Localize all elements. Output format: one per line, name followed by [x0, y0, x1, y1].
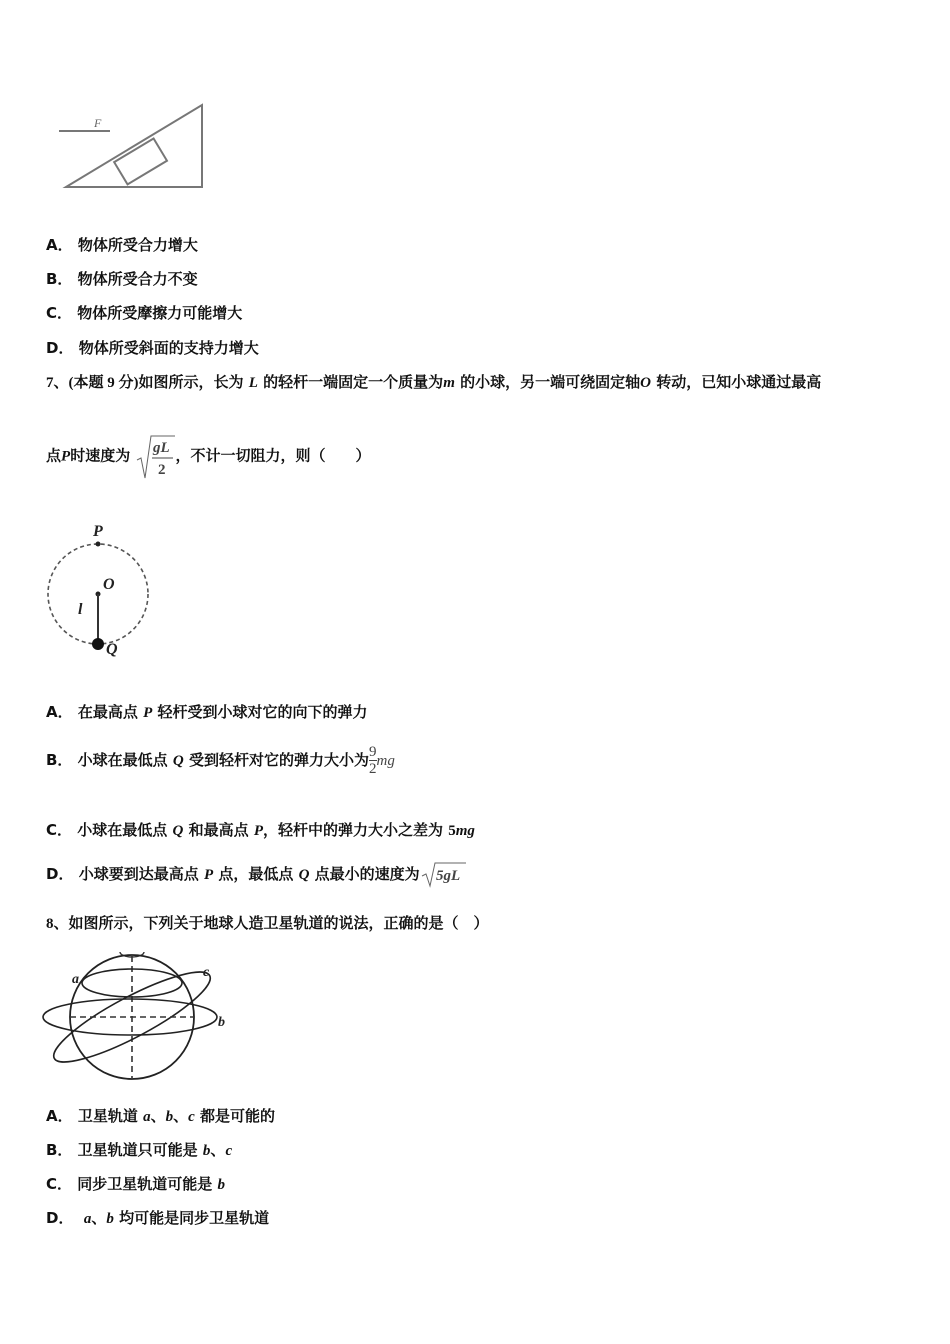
- q8-option-d[interactable]: D． a、b 均可能是同步卫星轨道: [46, 1209, 270, 1227]
- q6-option-d[interactable]: D． 物体所受斜面的支持力增大: [46, 339, 259, 357]
- satellite-orbits-figure: [42, 940, 232, 1080]
- q6-option-b[interactable]: B． 物体所受合力不变: [46, 270, 198, 288]
- svg-text:gL: gL: [153, 440, 171, 456]
- orbit-a: [82, 969, 182, 997]
- svg-text:2: 2: [158, 462, 166, 478]
- label-Q: Q: [106, 641, 118, 658]
- q8-option-b[interactable]: B． 卫星轨道只可能是 b、c: [46, 1141, 233, 1159]
- q7-option-a[interactable]: A． 在最高点 P 轻杆受到小球对它的向下的弹力: [46, 703, 368, 721]
- fraction-9-2: $\frac{9}{2}$: [369, 744, 377, 777]
- q6-option-c[interactable]: C． 物体所受摩擦力可能增大: [46, 304, 243, 322]
- rod-circle-figure: [40, 518, 160, 663]
- label-l: l: [78, 601, 83, 618]
- q7-option-d[interactable]: D． 小球要到达最高点 P 点，最低点 Q 点最小的速度为 5gL: [46, 856, 468, 896]
- q8-option-a[interactable]: A． 卫星轨道 a、b、c 都是可能的: [46, 1107, 276, 1125]
- svg-text:5gL: 5gL: [435, 867, 460, 884]
- sqrt-5gL: [420, 860, 468, 890]
- q8-stem: 8、如图所示，下列关于地球人造卫星轨道的说法，正确的是（ ）: [46, 914, 489, 932]
- label-c: c: [203, 965, 210, 980]
- label-P: P: [93, 523, 103, 540]
- q7-stem-line1: 7、(本题 9 分)如图所示，长为 L 的轻杆一端固定一个质量为m 的小球，另一端可绕固定轴O 转动，已知小球通过最高: [46, 373, 822, 391]
- q8-option-c[interactable]: C． 同步卫星轨道可能是 b: [46, 1175, 225, 1193]
- incline-figure: [56, 98, 211, 193]
- sqrt-sign: [135, 432, 175, 480]
- block: [114, 138, 167, 184]
- point-P: [96, 542, 101, 547]
- q6-option-a[interactable]: A． 物体所受合力增大: [46, 236, 198, 254]
- q7-option-c[interactable]: C． 小球在最低点 Q 和最高点 P，轻杆中的弹力大小之差为 5mg: [46, 821, 475, 839]
- ball-Q: [92, 638, 104, 650]
- q7-stem-line2: 点P时速度为 gL 2 ，不计一切阻力，则（ ）: [46, 432, 370, 476]
- force-label: F: [94, 116, 102, 130]
- q7-option-b[interactable]: B． 小球在最低点 Q 受到轻杆对它的弹力大小为 $\frac{9}{2}$ mg: [46, 744, 395, 777]
- sqrt-expression: [135, 432, 175, 480]
- incline-triangle: [66, 105, 202, 187]
- label-b: b: [218, 1015, 225, 1030]
- label-a: a: [72, 972, 79, 987]
- label-O: O: [103, 576, 115, 593]
